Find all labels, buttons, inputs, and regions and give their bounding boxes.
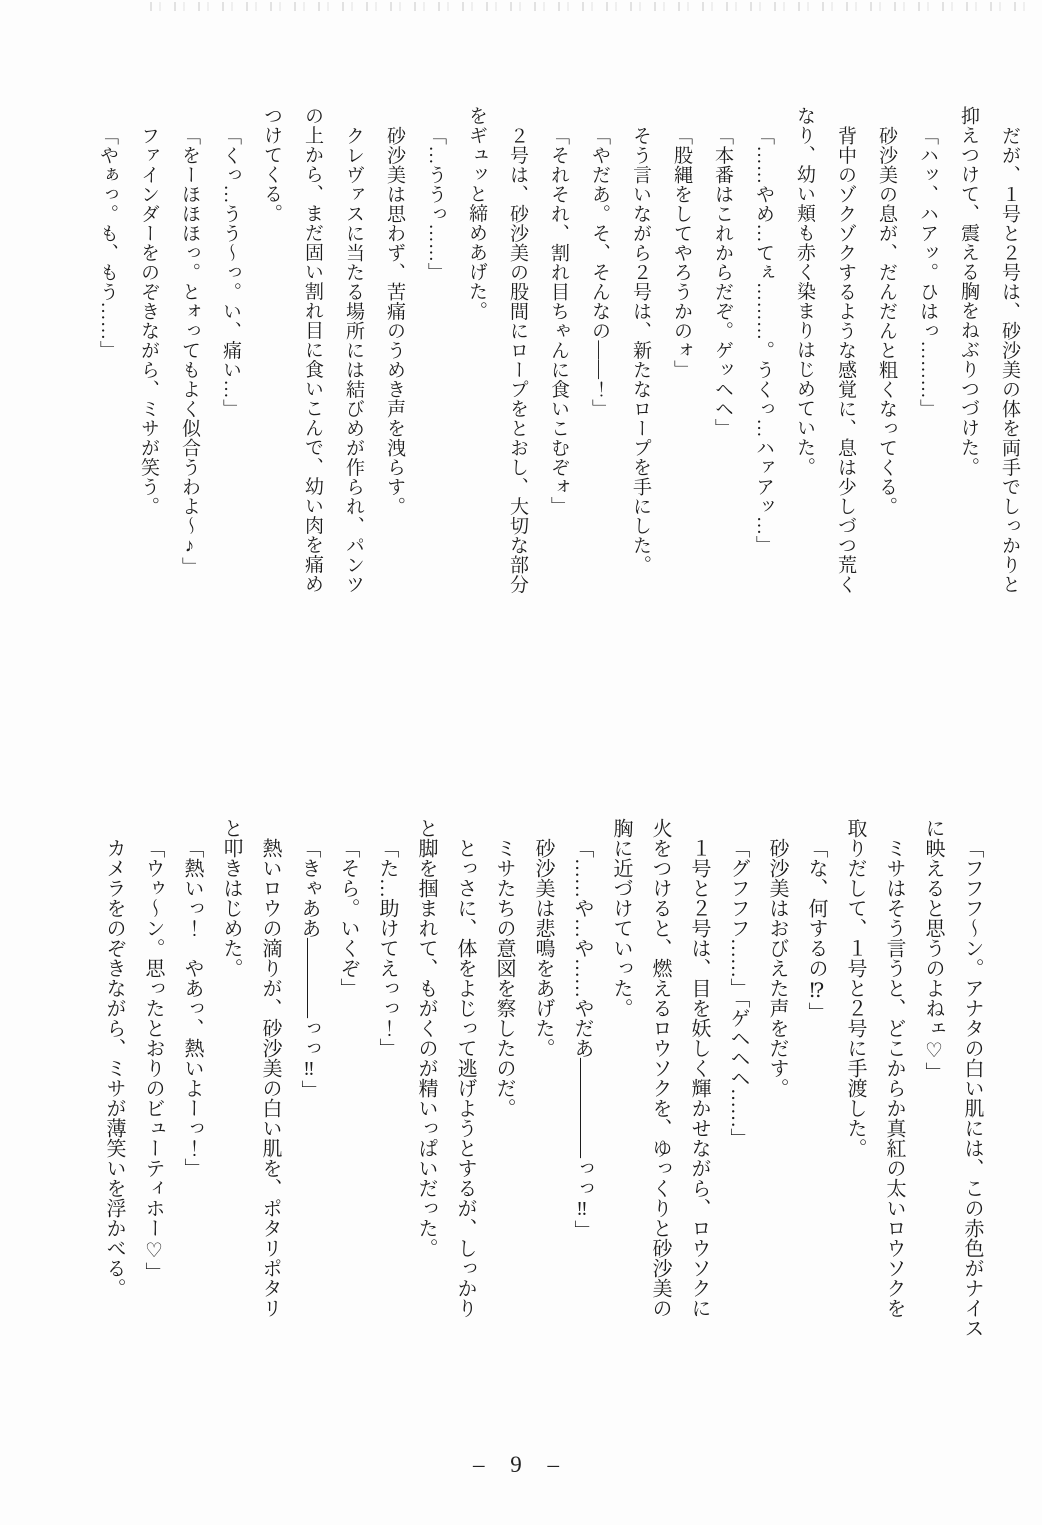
text-line: 「……やめ…てぇ………。うくっ…ハァアッ…」 xyxy=(753,125,774,555)
text-line: 「きゃああ————っっ‼」 xyxy=(298,838,320,1100)
text-line: の上から、まだ固い割れ目に食いこんで、幼い肉を痛め xyxy=(302,106,323,594)
text-line: 「やだあ。そ、そんなの——！」 xyxy=(589,125,610,418)
text-line: に映えると思うのよねェ♡」 xyxy=(922,818,944,1082)
text-line: 「…ううっ……」 xyxy=(425,125,446,282)
text-line: 「ウゥ〜ン。思ったとおりのビューティホー♡」 xyxy=(142,838,164,1282)
text-line: 「そら。いくぞ」 xyxy=(337,838,359,998)
scan-artifact-strip xyxy=(150,2,1030,11)
text-line: 「フフフ〜ン。アナタの白い肌には、この赤色がナイス xyxy=(961,838,983,1338)
text-line: をギュッと締めあげた。 xyxy=(466,106,487,321)
text-block-top xyxy=(86,106,1030,646)
text-line: なり、幼い頬も赤く染まりはじめていた。 xyxy=(794,106,815,477)
text-line: ファインダーをのぞきながら、ミサが笑う。 xyxy=(138,125,159,516)
text-line: 「くっ…うう〜っ。い、痛い…」 xyxy=(220,125,241,418)
text-line: 「グフフフ……」「ゲヘヘヘ……」 xyxy=(727,838,749,1148)
text-line: 「をーほほほっ。とォってもよく似合うわよ〜♪」 xyxy=(179,125,200,576)
text-line: １号と２号は、目を妖しく輝かせながら、ロウソクに xyxy=(688,838,710,1318)
text-line: 「本番はこれからだぞ。ゲッヘヘ」 xyxy=(712,125,733,438)
page-number: – 9 – xyxy=(473,1452,569,1477)
text-line: 胸に近づけていった。 xyxy=(610,818,632,1018)
text-line: 「……や…や……やだあ—————っっ‼」 xyxy=(571,838,593,1240)
text-line: だが、１号と２号は、砂沙美の体を両手でしっかりと xyxy=(999,125,1020,594)
text-line: ２号は、砂沙美の股間にロープをとおし、大切な部分 xyxy=(507,125,528,594)
text-line: と脚を掴まれて、もがくのが精いっぱいだった。 xyxy=(415,818,437,1258)
text-line: 砂沙美は悲鳴をあげた。 xyxy=(532,838,554,1058)
text-block-bottom xyxy=(93,818,991,1363)
text-line: ミサはそう言うと、どこからか真紅の太いロウソクを xyxy=(883,838,905,1318)
text-line: 取りだして、１号と２号に手渡した。 xyxy=(844,818,866,1158)
text-line: 「股縄をしてやろうかのォ」 xyxy=(671,125,692,379)
text-line: 「た…助けてえっっ！」 xyxy=(376,838,398,1058)
text-line: と叩きはじめた。 xyxy=(220,818,242,978)
text-line: 背中のゾクゾクするような感覚に、息は少しづつ荒く xyxy=(835,125,856,594)
text-line: クレヴァスに当たる場所には結びめが作られ、パンツ xyxy=(343,125,364,594)
text-line: 砂沙美はおびえた声をだす。 xyxy=(766,838,788,1098)
text-line: 「ハッ、ハアッ。ひはっ………」 xyxy=(917,125,938,418)
text-line: 砂沙美は思わず、苦痛のうめき声を洩らす。 xyxy=(384,125,405,516)
text-line: つけてくる。 xyxy=(261,106,282,223)
text-line: 「熱いっ！ やあっ、熱いよーっ！」 xyxy=(181,838,203,1178)
text-line: 火をつけると、燃えるロウソクを、ゆっくりと砂沙美の xyxy=(649,818,671,1318)
text-line: 砂沙美の息が、だんだんと粗くなってくる。 xyxy=(876,125,897,516)
text-line: 「それそれ、割れ目ちゃんに食いこむぞォ」 xyxy=(548,125,569,516)
text-line: 抑えつけて、震える胸をねぶりつづけた。 xyxy=(958,106,979,477)
text-line: 熱いロウの滴りが、砂沙美の白い肌を、ポタリポタリ xyxy=(259,838,281,1318)
text-line: そう言いながら２号は、新たなロープを手にした。 xyxy=(630,125,651,574)
text-line: とっさに、体をよじって逃げようとするが、しっかり xyxy=(454,838,476,1318)
text-line: 「な、何するの⁉」 xyxy=(805,838,827,1022)
text-line: カメラをのぞきながら、ミサが薄笑いを浮かべる。 xyxy=(103,838,125,1298)
text-line: ミサたちの意図を察したのだ。 xyxy=(493,838,515,1118)
text-line: 「やぁっ。も、もう……」 xyxy=(97,125,118,360)
